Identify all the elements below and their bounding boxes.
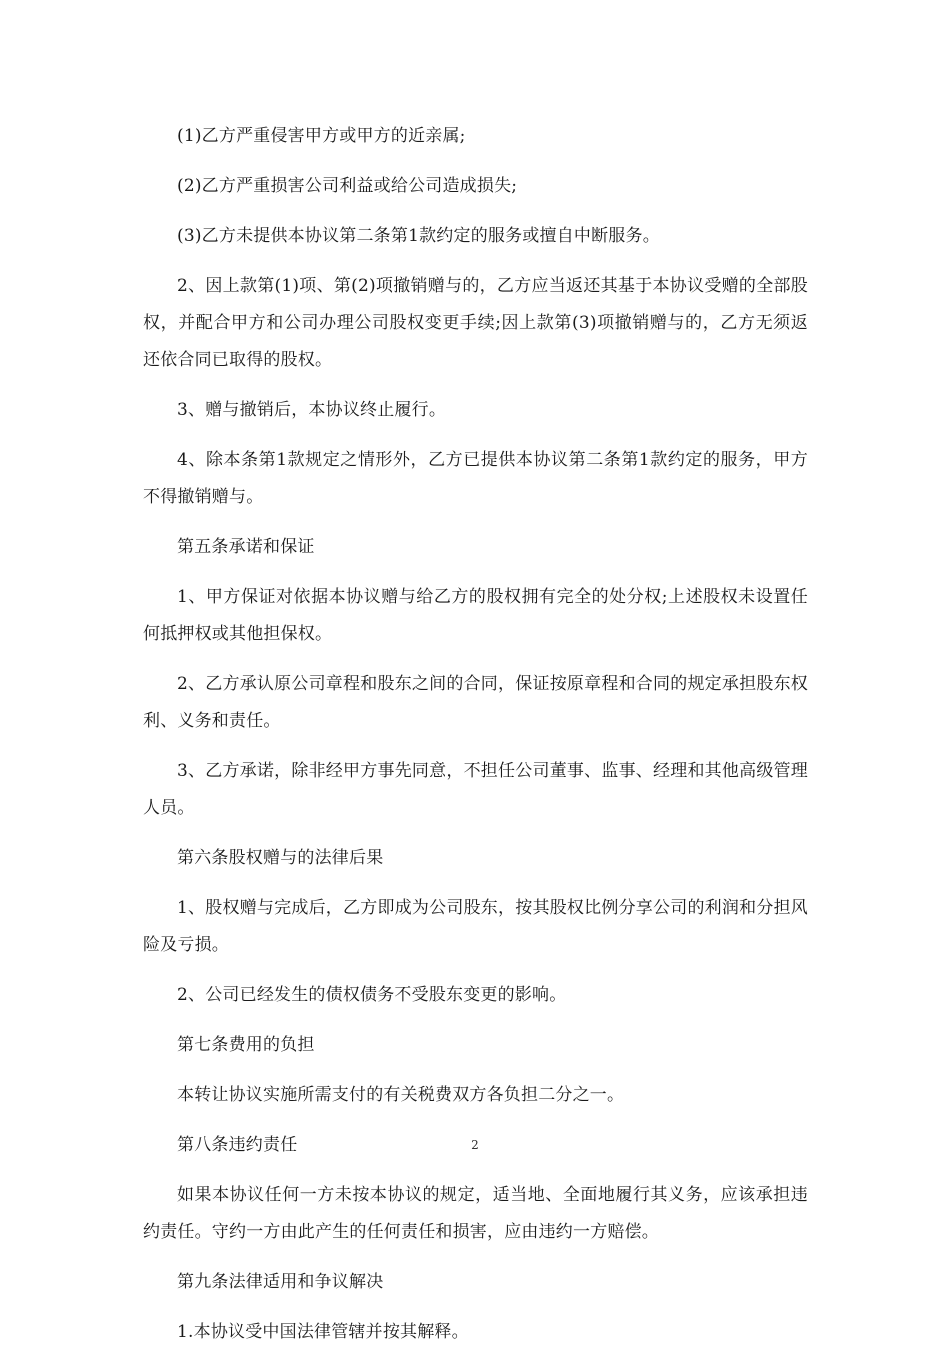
paragraph-article-5-clause-1: 1、甲方保证对依据本协议赠与给乙方的股权拥有完全的处分权;上述股权未设置任何抵押权或其他担保权。 bbox=[143, 587, 808, 644]
paragraph-article-5-clause-2: 2、乙方承认原公司章程和股东之间的合同，保证按原章程和合同的规定承担股东权利、义务和责任。 bbox=[143, 674, 808, 731]
paragraph-revocation-item-2: (2)乙方严重损害公司利益或给公司造成损失; bbox=[177, 176, 518, 196]
paragraph-article-7-text: 本转让协议实施所需支付的有关税费双方各负担二分之一。 bbox=[177, 1085, 625, 1105]
paragraph-article-6-clause-2: 2、公司已经发生的债权债务不受股东变更的影响。 bbox=[177, 985, 567, 1005]
section-heading-article-7: 第七条费用的负担 bbox=[177, 1035, 315, 1055]
paragraph-article-6-clause-1: 1、股权赠与完成后，乙方即成为公司股东，按其股权比例分享公司的利润和分担风险及亏损。 bbox=[143, 898, 808, 955]
paragraph-article-5-clause-3: 3、乙方承诺，除非经甲方事先同意，不担任公司董事、监事、经理和其他高级管理人员。 bbox=[143, 761, 808, 818]
section-heading-article-9: 第九条法律适用和争议解决 bbox=[177, 1272, 384, 1292]
section-heading-article-5: 第五条承诺和保证 bbox=[177, 537, 315, 557]
paragraph-revocation-item-1: (1)乙方严重侵害甲方或甲方的近亲属; bbox=[177, 126, 466, 146]
paragraph-article-8-text: 如果本协议任何一方未按本协议的规定，适当地、全面地履行其义务，应该承担违约责任。守约一方由此产生的任何责任和损害，应由违约一方赔偿。 bbox=[143, 1185, 808, 1242]
paragraph-clause-4-no-revocation: 4、除本条第1款规定之情形外，乙方已提供本协议第二条第1款约定的服务，甲方不得撤销赠与。 bbox=[143, 450, 808, 507]
paragraph-clause-3-termination: 3、赠与撤销后，本协议终止履行。 bbox=[177, 400, 447, 420]
paragraph-article-9-clause-1: 1.本协议受中国法律管辖并按其解释。 bbox=[177, 1322, 469, 1342]
section-heading-article-8: 第八条违约责任 bbox=[177, 1135, 298, 1155]
page-number: 2 bbox=[471, 1138, 479, 1152]
paragraph-revocation-item-3: (3)乙方未提供本协议第二条第1款约定的服务或擅自中断服务。 bbox=[177, 226, 660, 246]
paragraph-clause-2-return-equity: 2、因上款第(1)项、第(2)项撤销赠与的，乙方应当返还其基于本协议受赠的全部股权，并配合甲方和公司办理公司股权变更手续;因上款第(3)项撤销赠与的，乙方无须返还依合同已取得的股权。 bbox=[143, 276, 808, 370]
section-heading-article-6: 第六条股权赠与的法律后果 bbox=[177, 848, 384, 868]
document-body bbox=[143, 118, 808, 1364]
